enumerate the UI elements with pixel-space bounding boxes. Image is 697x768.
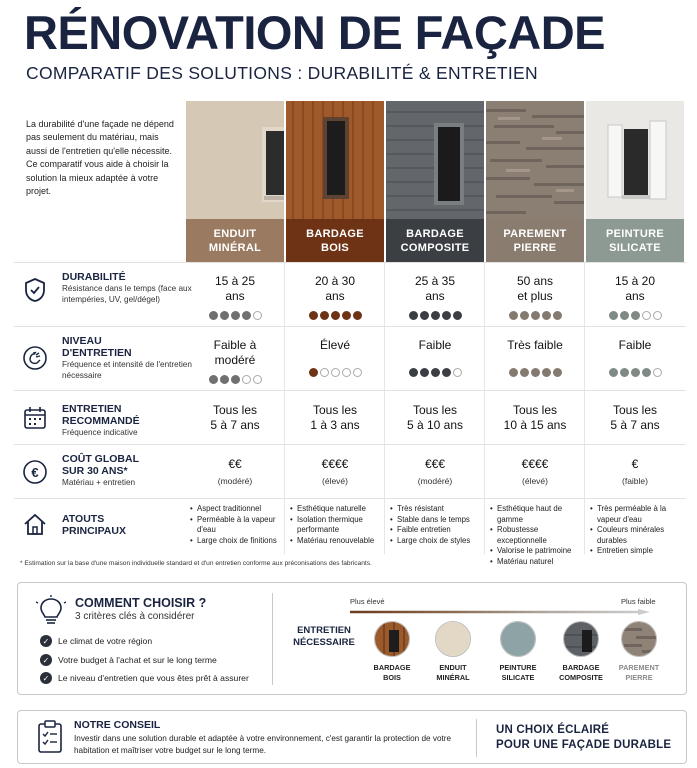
atouts-list: • Très résistant • Stable dans le temps • Faible entretien • Large choix de styles xyxy=(390,504,488,546)
rating-dot-filled xyxy=(520,311,529,320)
shield-check-icon xyxy=(22,277,48,303)
rating-dot-filled xyxy=(220,311,229,320)
rating-dot-filled xyxy=(331,311,340,320)
calendar-icon xyxy=(22,405,48,431)
atouts-list: • Esthétique haut de gamme • Robustesse exceptionnelle • Valorise le patrimoine • Matériau naturel xyxy=(490,504,588,568)
cell-niveau: Faible à modéré xyxy=(186,338,284,384)
rating-dot-filled xyxy=(353,311,362,320)
bardage-bois-image xyxy=(286,101,384,219)
rating-dot-filled xyxy=(409,311,418,320)
conseil-text: Investir dans une solution durable et adaptée à votre environnement, c'est garantir la protection de votre habitation et maîtriser votre budget sur le long terme. xyxy=(74,734,452,755)
rating-dot-filled xyxy=(431,368,440,377)
column-header-enduit: ENDUIT MINÉRAL xyxy=(186,219,284,262)
cell-entretien: Tous les 10 à 15 ans xyxy=(503,403,567,432)
check-icon: ✓ xyxy=(40,635,52,647)
rating-dot-filled xyxy=(631,368,640,377)
rating-dot-filled xyxy=(231,311,240,320)
peinture-silicate-image xyxy=(586,101,684,219)
rating-dot-filled xyxy=(309,311,318,320)
cell-niveau: Très faible xyxy=(486,338,584,377)
row-subtitle: Fréquence et intensité de l'entretien nécessaire xyxy=(62,360,192,380)
parement-pierre-image xyxy=(486,101,584,219)
conseil-tagline: UN CHOIX ÉCLAIRÉ POUR UNE FAÇADE DURABLE xyxy=(496,724,672,751)
row-title: D'ENTRETIEN xyxy=(62,347,132,359)
atouts-list: • Très perméable à la vapeur d'eau • Couleurs minérales durables • Entretien simple xyxy=(590,504,688,557)
bardage-composite-image xyxy=(386,101,484,219)
rating-dot-filled xyxy=(609,311,618,320)
row-title: RECOMMANDÉ xyxy=(62,415,140,427)
swatch-peinture-silicate xyxy=(500,621,536,657)
cell-entretien: Tous les 5 à 7 ans xyxy=(610,403,660,432)
rating-dot-filled xyxy=(509,311,518,320)
rating-dot-filled xyxy=(620,368,629,377)
row-title: PRINCIPAUX xyxy=(62,525,126,537)
rating-dot-filled xyxy=(442,311,451,320)
rating-dot-filled xyxy=(531,368,540,377)
atouts-list: • Esthétique naturelle • Isolation thermique performante • Matériau renouvelable xyxy=(290,504,388,546)
swatch-bardage-bois xyxy=(374,621,410,657)
rating-dot-filled xyxy=(520,368,529,377)
rating-dot-empty xyxy=(453,368,462,377)
rating-dot-empty xyxy=(253,375,262,384)
rating-dot-filled xyxy=(209,375,218,384)
footnote: * Estimation sur la base d'une maison individuelle standard et d'un entretien conforme aux préconisations des fabricants. xyxy=(20,560,372,567)
euro-icon xyxy=(22,459,48,485)
criterion-item: ✓ Votre budget à l'achat et sur le long terme xyxy=(40,654,217,666)
scale-low-label: Plus faible xyxy=(621,597,656,606)
rating-dot-filled xyxy=(620,311,629,320)
rating-dot-empty xyxy=(653,311,662,320)
entretien-scale-label: ENTRETIEN NÉCESSAIRE xyxy=(293,625,355,648)
row-subtitle: Résistance dans le temps (face aux intempéries, UV, gel/dégel) xyxy=(62,284,192,304)
rating-dot-filled xyxy=(242,311,251,320)
cell-entretien: Tous les 5 à 7 ans xyxy=(210,403,260,432)
check-icon: ✓ xyxy=(40,654,52,666)
cell-cout: € (faible) xyxy=(622,457,648,486)
cell-niveau: Faible xyxy=(386,338,484,377)
row-title: ATOUTS xyxy=(62,513,105,525)
rating-dot-empty xyxy=(353,368,362,377)
swatch-label: PEINTURE SILICATE xyxy=(499,663,537,682)
rating-dot-filled xyxy=(220,375,229,384)
cell-cout: €€€€ (élevé) xyxy=(321,457,349,486)
choose-title: COMMENT CHOISIR ? xyxy=(75,596,207,610)
swatch-label: PAREMENT PIERRE xyxy=(618,663,660,682)
column-header-parement-pierre: PAREMENT PIERRE xyxy=(486,219,584,262)
rating-dot-filled xyxy=(309,368,318,377)
clipboard-check-icon xyxy=(36,720,64,754)
scale-high-label: Plus élevé xyxy=(350,597,385,606)
criterion-item: ✓ Le climat de votre région xyxy=(40,635,152,647)
comment-choisir-panel xyxy=(17,582,687,695)
criterion-item: ✓ Le niveau d'entretien que vous êtes prêt à assurer xyxy=(40,672,249,684)
column-header-bardage-composite: BARDAGE COMPOSITE xyxy=(386,219,484,262)
rating-dot-empty xyxy=(253,311,262,320)
rating-dot-empty xyxy=(320,368,329,377)
cell-cout: €€ (modéré) xyxy=(217,457,253,486)
rating-dot-filled xyxy=(542,311,551,320)
hand-care-icon xyxy=(22,345,48,371)
rating-dot-filled xyxy=(231,375,240,384)
row-title: SUR 30 ANS* xyxy=(62,465,128,477)
cell-durabilite: 20 à 30 ans xyxy=(286,274,384,320)
rating-dot-empty xyxy=(653,368,662,377)
rating-dot-empty xyxy=(642,311,651,320)
rating-dot-filled xyxy=(320,311,329,320)
conseil-title: NOTRE CONSEIL xyxy=(74,719,161,731)
swatch-label: BARDAGE COMPOSITE xyxy=(559,663,603,682)
rating-dot-filled xyxy=(542,368,551,377)
row-title: COÛT GLOBAL xyxy=(62,453,139,465)
swatch-parement-pierre xyxy=(621,621,657,657)
rating-dot-filled xyxy=(209,311,218,320)
rating-dot-filled xyxy=(642,368,651,377)
rating-dot-empty xyxy=(331,368,340,377)
swatch-bardage-composite xyxy=(563,621,599,657)
row-title: NIVEAU xyxy=(62,335,102,347)
cell-cout: €€€€ (élevé) xyxy=(521,457,549,486)
rating-dot-filled xyxy=(409,368,418,377)
cell-durabilite: 15 à 25 ans xyxy=(186,274,284,320)
cell-cout: €€€ (modéré) xyxy=(417,457,453,486)
svg-text:€: € xyxy=(31,465,39,480)
check-icon: ✓ xyxy=(40,672,52,684)
column-header-peinture-silicate: PEINTURE SILICATE xyxy=(586,219,684,262)
cell-durabilite: 15 à 20 ans xyxy=(586,274,684,320)
rating-dot-filled xyxy=(609,368,618,377)
rating-dot-filled xyxy=(553,311,562,320)
choose-subtitle: 3 critères clés à considérer xyxy=(75,611,195,622)
rating-dot-empty xyxy=(242,375,251,384)
rating-dot-empty xyxy=(342,368,351,377)
cell-durabilite: 25 à 35 ans xyxy=(386,274,484,320)
atouts-list: • Aspect traditionnel • Perméable à la vapeur d'eau • Large choix de finitions xyxy=(190,504,288,546)
row-title: DURABILITÉ xyxy=(62,271,126,283)
page-title: RÉNOVATION DE FAÇADE xyxy=(24,6,606,59)
rating-dot-filled xyxy=(342,311,351,320)
page-subtitle: COMPARATIF DES SOLUTIONS : DURABILITÉ & ENTRETIEN xyxy=(26,63,538,83)
cell-entretien: Tous les 1 à 3 ans xyxy=(310,403,360,432)
rating-dot-filled xyxy=(531,311,540,320)
rating-dot-filled xyxy=(553,368,562,377)
lightbulb-icon xyxy=(36,595,66,629)
cell-niveau: Faible xyxy=(586,338,684,377)
column-header-bardage-bois: BARDAGE BOIS xyxy=(286,219,384,262)
row-subtitle: Fréquence indicative xyxy=(62,428,138,437)
rating-dot-filled xyxy=(420,368,429,377)
row-title: ENTRETIEN xyxy=(62,403,122,415)
cell-entretien: Tous les 5 à 10 ans xyxy=(406,403,464,432)
house-icon xyxy=(22,511,48,537)
rating-dot-filled xyxy=(453,311,462,320)
swatch-enduit-mineral xyxy=(435,621,471,657)
enduit-mineral-image xyxy=(186,101,284,219)
rating-dot-filled xyxy=(442,368,451,377)
cell-durabilite: 50 ans et plus xyxy=(486,274,584,320)
rating-dot-filled xyxy=(431,311,440,320)
rating-dot-filled xyxy=(509,368,518,377)
swatch-label: ENDUIT MINÉRAL xyxy=(436,663,470,682)
notre-conseil-panel xyxy=(17,710,687,764)
row-subtitle: Matériau + entretien xyxy=(62,478,136,487)
rating-dot-filled xyxy=(420,311,429,320)
intro-text: La durabilité d'une façade ne dépend pas seulement du matériau, mais aussi de l'entretien qu'elle nécessite. Ce comparatif vous aide à choisir la solution la mieux adaptée à votre projet. xyxy=(26,119,174,197)
cell-niveau: Élevé xyxy=(286,338,384,377)
rating-dot-filled xyxy=(631,311,640,320)
scale-arrow xyxy=(350,609,650,615)
swatch-label: BARDAGE BOIS xyxy=(373,663,411,682)
